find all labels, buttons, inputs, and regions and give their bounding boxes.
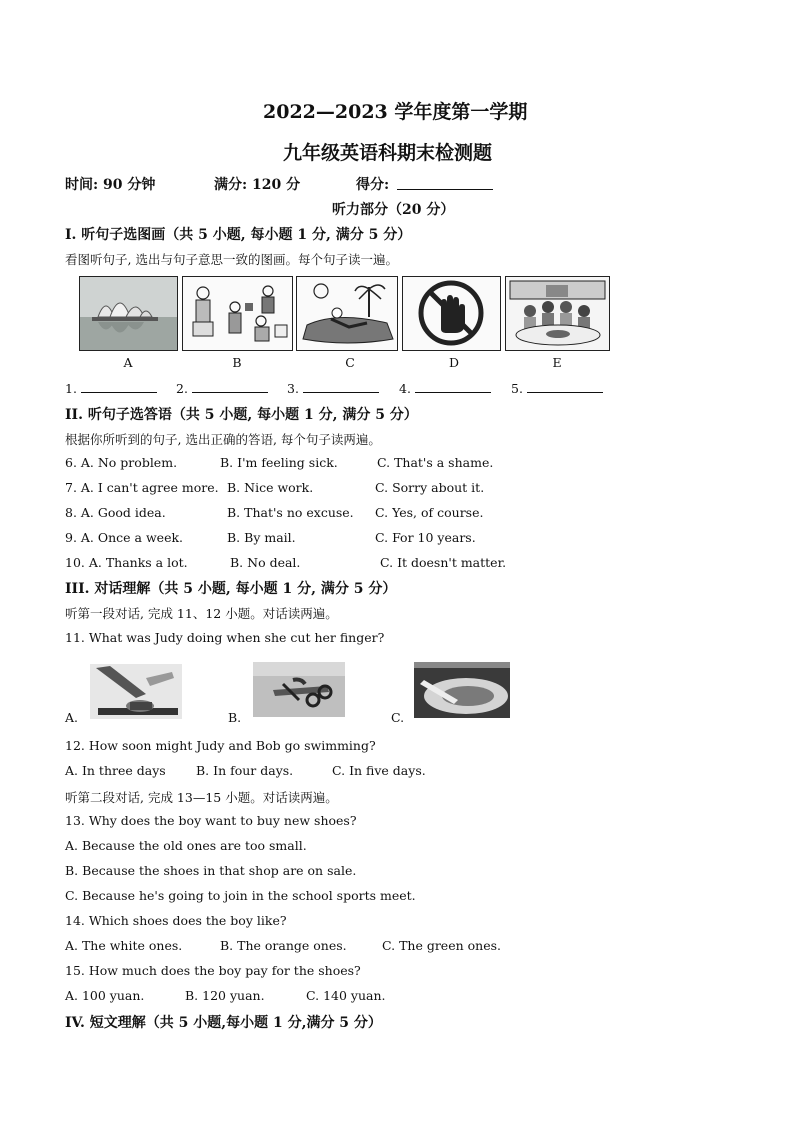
q14-option-a[interactable]: A. The white ones. [65,938,183,953]
q12-option-c[interactable]: C. In five days. [332,763,426,778]
q13-option-b[interactable]: B. Because the shoes in that shop are on sale. [65,863,357,878]
q11-picture-b-scissors[interactable] [253,662,345,717]
q11-label-c[interactable]: C. [391,710,405,725]
exam-time: 时间: 90 分钟 [65,177,156,193]
part3-instruction-2: 听第二段对话, 完成 13—15 小题。对话读两遍。 [65,790,338,805]
q13-option-a[interactable]: A. Because the old ones are too small. [65,838,307,853]
q14-option-c[interactable]: C. The green ones. [382,938,501,953]
q11-question: 11. What was Judy doing when she cut her finger? [65,630,385,645]
q12-option-b[interactable]: B. In four days. [196,763,294,778]
answer-blank-2[interactable] [176,380,268,396]
q9-option-a[interactable]: 9. A. Once a week. [65,530,184,545]
q13-option-c[interactable]: C. Because he's going to join in the school sports meet. [65,888,416,903]
part1-heading: I. 听句子选图画（共 5 小题, 每小题 1 分, 满分 5 分） [65,227,412,243]
q11-picture-c-plate[interactable] [414,662,510,718]
part2-heading: II. 听句子选答语（共 5 小题, 每小题 1 分, 满分 5 分） [65,407,418,423]
q7-option-b[interactable]: B. Nice work. [227,480,314,495]
picture-a-label: A [123,355,133,370]
q8-option-a[interactable]: 8. A. Good idea. [65,505,166,520]
part3-instruction-1: 听第一段对话, 完成 11、12 小题。对话读两遍。 [65,606,338,621]
q8-option-b[interactable]: B. That's no excuse. [227,505,354,520]
q10-option-b[interactable]: B. No deal. [230,555,301,570]
answer-blank-3[interactable] [287,380,379,396]
q6-option-c[interactable]: C. That's a shame. [377,455,494,470]
answer-blank-4-number: 4. [399,381,411,396]
part1-instruction: 看图听句子, 选出与句子意思一致的图画。每个句子读一遍。 [65,252,398,267]
q15-question: 15. How much does the boy pay for the shoes? [65,963,361,978]
answer-line [303,380,379,393]
answer-line [415,380,491,393]
exam-full-score: 满分: 120 分 [214,177,301,193]
picture-d-label: D [448,355,460,370]
answer-line [81,380,157,393]
picture-b-label: B [232,355,242,370]
answer-blank-1-number: 1. [65,381,77,396]
picture-b-people [182,276,293,351]
answer-line [192,380,268,393]
answer-blank-3-number: 3. [287,381,299,396]
q15-option-a[interactable]: A. 100 yuan. [65,988,145,1003]
q8-option-c[interactable]: C. Yes, of course. [375,505,484,520]
picture-d-no-touching-sign [402,276,501,351]
q9-option-c[interactable]: C. For 10 years. [375,530,476,545]
q7-option-a[interactable]: 7. A. I can't agree more. [65,480,219,495]
part2-instruction: 根据你所听到的句子, 选出正确的答语, 每个句子读两遍。 [65,432,381,447]
picture-e-label: E [552,355,562,370]
q6-option-b[interactable]: B. I'm feeling sick. [220,455,338,470]
answer-blank-4[interactable] [399,380,491,396]
score-blank[interactable] [397,176,493,190]
exam-score-label: 得分: [356,177,390,193]
q15-option-c[interactable]: C. 140 yuan. [306,988,386,1003]
exam-title-term: 2022—2023 学年度第一学期 [263,101,528,123]
q9-option-b[interactable]: B. By mail. [227,530,296,545]
q12-option-a[interactable]: A. In three days [65,763,166,778]
answer-blank-5[interactable] [511,380,603,396]
q13-question: 13. Why does the boy want to buy new shoes? [65,813,357,828]
exam-title-subject: 九年级英语科期末检测题 [283,142,493,164]
q14-option-b[interactable]: B. The orange ones. [220,938,347,953]
q14-question: 14. Which shoes does the boy like? [65,913,287,928]
q12-question: 12. How soon might Judy and Bob go swimming? [65,738,376,753]
q7-option-c[interactable]: C. Sorry about it. [375,480,485,495]
q10-option-a[interactable]: 10. A. Thanks a lot. [65,555,188,570]
answer-line [527,380,603,393]
q6-option-a[interactable]: 6. A. No problem. [65,455,178,470]
answer-blank-1[interactable] [65,380,157,396]
q10-option-c[interactable]: C. It doesn't matter. [380,555,507,570]
part3-heading: III. 对话理解（共 5 小题, 每小题 1 分, 满分 5 分） [65,581,397,597]
answer-blank-5-number: 5. [511,381,523,396]
picture-e-family-dinner [505,276,610,351]
listening-part-title: 听力部分（20 分） [332,202,455,218]
q11-label-a[interactable]: A. [65,710,79,725]
part4-heading: IV. 短文理解（共 5 小题,每小题 1 分,满分 5 分） [65,1015,382,1031]
q15-option-b[interactable]: B. 120 yuan. [185,988,265,1003]
q11-picture-a-cutting[interactable] [90,664,182,719]
q11-label-b[interactable]: B. [228,710,242,725]
picture-c-beach [296,276,398,351]
picture-c-label: C [345,355,355,370]
answer-blank-2-number: 2. [176,381,188,396]
picture-a-opera-house [79,276,178,351]
